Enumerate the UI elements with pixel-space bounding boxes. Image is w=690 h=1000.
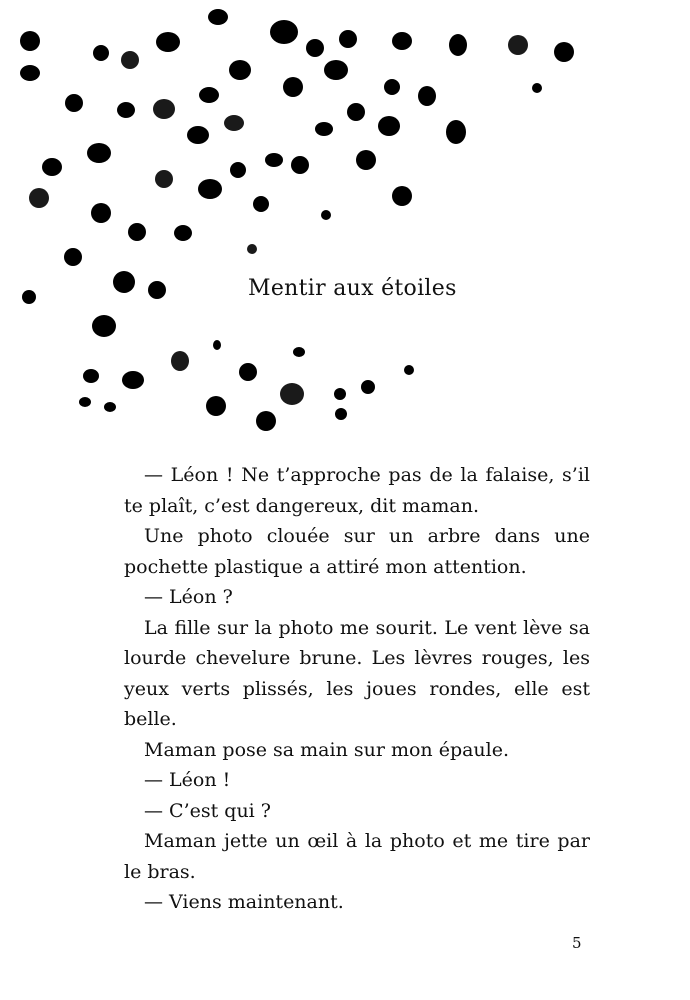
ink-dot: [229, 60, 251, 80]
paragraph: — Léon !: [144, 769, 231, 791]
ink-dot: [334, 388, 346, 400]
chapter-title: Mentir aux étoiles: [248, 276, 457, 301]
ink-dot: [247, 244, 257, 254]
ink-dot: [230, 162, 246, 178]
ink-dot: [554, 42, 574, 62]
ink-dot: [213, 340, 221, 350]
ink-dot: [321, 210, 331, 220]
paragraph: — Léon ?: [144, 586, 233, 608]
paragraph: La fille sur la photo me sourit. Le vent lève sa lourde chevelure brune. Les lèvres rouges, les yeux verts plissés, les joues rondes, elle est belle.: [124, 616, 590, 730]
ink-dot: [117, 102, 135, 118]
ink-dot: [199, 87, 219, 103]
ink-dot: [155, 170, 173, 188]
paragraph: Maman jette un œil à la photo et me tire par le bras.: [124, 830, 590, 883]
ink-dot: [265, 153, 283, 167]
ink-dot: [174, 225, 192, 241]
ink-dot: [283, 77, 303, 97]
page-number: 5: [572, 934, 582, 952]
ink-dot: [42, 158, 62, 176]
ink-dot: [418, 86, 436, 106]
ink-dot: [64, 248, 82, 266]
ink-dot: [392, 32, 412, 50]
ink-dot: [392, 186, 412, 206]
ink-dot: [87, 143, 111, 163]
ink-dot: [532, 83, 542, 93]
paragraph: — C’est qui ?: [144, 799, 271, 822]
ink-dot: [224, 115, 244, 131]
paragraph: — Léon ! Ne t’approche pas de la falaise, s’il te plaît, c’est dangereux, dit maman.: [124, 464, 590, 517]
ink-dot: [20, 65, 40, 81]
ink-dot: [113, 271, 135, 293]
ink-dot: [508, 35, 528, 55]
body-text: [124, 460, 590, 918]
ink-dot: [253, 196, 269, 212]
ink-dot: [291, 156, 309, 174]
ink-dot: [256, 411, 276, 431]
ink-dot: [148, 281, 166, 299]
ink-dot: [83, 369, 99, 383]
ink-dot: [324, 60, 348, 80]
paragraph: Maman pose sa main sur mon épaule.: [144, 738, 510, 761]
ink-dot: [270, 20, 298, 44]
ink-dot: [65, 94, 83, 112]
ink-dot: [198, 179, 222, 199]
ink-dot: [315, 122, 333, 136]
ink-dots-illustration: [0, 0, 690, 440]
ink-dot: [306, 39, 324, 57]
ink-dot: [171, 351, 189, 371]
ink-dot: [91, 203, 111, 223]
ink-dot: [339, 30, 357, 48]
paragraph: Une photo clouée sur un arbre dans une pochette plastique a attiré mon attention.: [124, 525, 590, 578]
ink-dot: [79, 397, 91, 407]
ink-dot: [449, 34, 467, 56]
ink-dot: [104, 402, 116, 412]
ink-dot: [20, 31, 40, 51]
ink-dot: [239, 363, 257, 381]
ink-dot: [29, 188, 49, 208]
paragraph: — Viens maintenant.: [144, 891, 344, 913]
ink-dot: [280, 383, 304, 405]
ink-dot: [121, 51, 139, 69]
ink-dot: [356, 150, 376, 170]
ink-dot: [335, 408, 347, 420]
ink-dot: [293, 347, 305, 357]
ink-dot: [208, 9, 228, 25]
ink-dot: [122, 371, 144, 389]
ink-dot: [22, 290, 36, 304]
ink-dot: [156, 32, 180, 52]
ink-dot: [187, 126, 209, 144]
ink-dot: [153, 99, 175, 119]
ink-dot: [378, 116, 400, 136]
ink-dot: [92, 315, 116, 337]
ink-dot: [128, 223, 146, 241]
ink-dot: [361, 380, 375, 394]
ink-dot: [384, 79, 400, 95]
ink-dot: [446, 120, 466, 144]
ink-dot: [404, 365, 414, 375]
ink-dot: [93, 45, 109, 61]
ink-dot: [347, 103, 365, 121]
ink-dot: [206, 396, 226, 416]
